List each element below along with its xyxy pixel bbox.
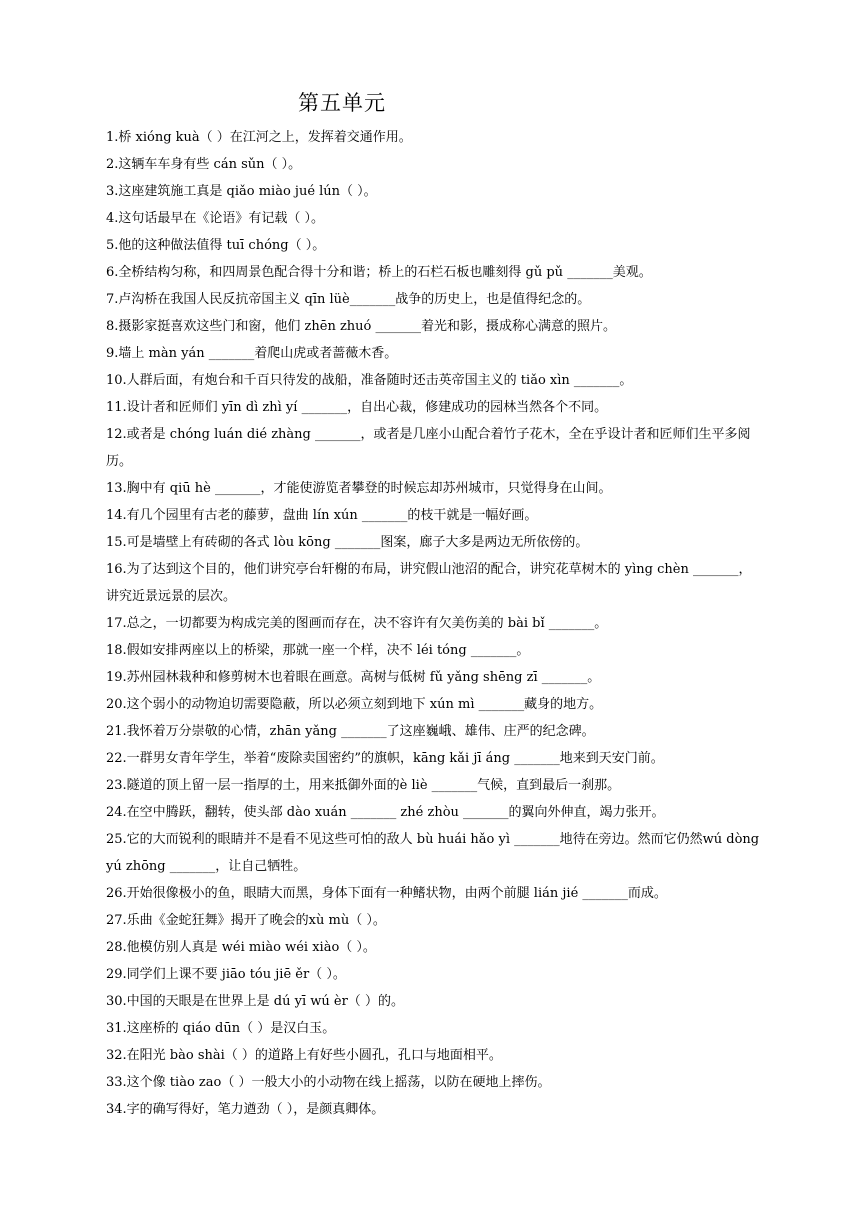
exercise-item-4: 4.这句话最早在《论语》有记载（ ）。 — [106, 211, 325, 226]
exercise-item-26: 26.开始很像极小的鱼，眼睛大而黑，身体下面有一种鳍状物，由两个前腿 lián jié _______而成。 — [106, 886, 667, 901]
exercise-item-19: 19.苏州园林栽种和修剪树木也着眼在画意。高树与低树 fǔ yǎng shēng zī _______。 — [106, 670, 601, 685]
exercise-item-1: 1.桥 xióng kuà（ ）在江河之上，发挥着交通作用。 — [106, 130, 412, 145]
exercise-item-30: 30.中国的天眼是在世界上是 dú yī wú èr（ ）的。 — [106, 994, 404, 1009]
exercise-item-2: 2.这辆车车身有些 cán sǔn（ ）。 — [106, 157, 302, 172]
exercise-item-5: 5.他的这种做法值得 tuī chóng（ ）。 — [106, 238, 326, 253]
exercise-item-27: 27.乐曲《金蛇狂舞》揭开了晚会的xù mù（ ）。 — [106, 913, 386, 928]
exercise-item-21: 21.我怀着万分崇敬的心情，zhān yǎng _______了这座巍峨、雄伟、庄严的纪念碑。 — [106, 724, 595, 739]
exercise-item-16: 16.为了达到这个目的，他们讲究亭台轩榭的布局，讲究假山池沼的配合，讲究花草树木的 yìng chèn _______，讲究近景远景的层次。 — [106, 562, 752, 604]
exercise-item-9: 9.墙上 màn yán _______着爬山虎或者蔷薇木香。 — [106, 346, 398, 361]
exercise-item-11: 11.设计者和匠师们 yīn dì zhì yí _______，自出心裁，修建成功的园林当然各个不同。 — [106, 400, 608, 415]
exercise-item-25: 25.它的大而锐利的眼睛并不是看不见这些可怕的敌人 bù huái hǎo yì _______地待在旁边。然而它仍然wú dòng yú zhōng _______，让自己牺牲。 — [106, 832, 760, 874]
exercise-item-20: 20.这个弱小的动物迫切需要隐蔽，所以必须立刻到地下 xún mì _______藏身的地方。 — [106, 697, 603, 712]
exercise-item-28: 28.他模仿别人真是 wéi miào wéi xiào（ ）。 — [106, 940, 376, 955]
exercise-list — [106, 124, 764, 1123]
exercise-item-31: 31.这座桥的 qiáo dūn（ ）是汉白玉。 — [106, 1021, 336, 1036]
exercise-item-14: 14.有几个园里有古老的藤萝，盘曲 lín xún _______的枝干就是一幅好画。 — [106, 508, 538, 523]
exercise-item-24: 24.在空中腾跃，翻转，使头部 dào xuán _______ zhé zhòu _______的翼向外伸直，竭力张开。 — [106, 805, 665, 820]
exercise-item-32: 32.在阳光 bào shài（ ）的道路上有好些小圆孔，孔口与地面相平。 — [106, 1048, 502, 1063]
page-title: 第五单元 — [298, 91, 386, 115]
exercise-item-12: 12.或者是 chóng luán dié zhàng _______，或者是几座小山配合着竹子花木，全在乎设计者和匠师们生平多阅历。 — [106, 427, 751, 469]
exercise-item-33: 33.这个像 tiào zao（ ）一般大小的小动物在线上摇荡，以防在硬地上摔伤。 — [106, 1075, 551, 1090]
exercise-item-7: 7.卢沟桥在我国人民反抗帝国主义 qīn lüè_______战争的历史上，也是值得纪念的。 — [106, 292, 591, 307]
exercise-item-6: 6.全桥结构匀称，和四周景色配合得十分和谐；桥上的石栏石板也雕刻得 gǔ pǔ _______美观。 — [106, 265, 652, 280]
exercise-item-23: 23.隧道的顶上留一层一指厚的土，用来抵御外面的è liè _______气候，直到最后一刹那。 — [106, 778, 621, 793]
exercise-item-34: 34.字的确写得好，笔力遒劲（ ），是颜真卿体。 — [106, 1102, 385, 1117]
exercise-item-15: 15.可是墙壁上有砖砌的各式 lòu kōng _______图案，廊子大多是两边无所依傍的。 — [106, 535, 589, 550]
exercise-item-8: 8.摄影家挺喜欢这些门和窗，他们 zhēn zhuó _______着光和影，摄成称心满意的照片。 — [106, 319, 617, 334]
exercise-item-3: 3.这座建筑施工真是 qiǎo miào jué lún（ ）。 — [106, 184, 377, 199]
exercise-item-13: 13.胸中有 qiū hè _______，才能使游览者攀登的时候忘却苏州城市，只觉得身在山间。 — [106, 481, 612, 496]
exercise-item-18: 18.假如安排两座以上的桥梁，那就一座一个样，决不 léi tóng _______。 — [106, 643, 530, 658]
exercise-item-22: 22.一群男女青年学生，举着“废除卖国密约”的旗帜，kāng kǎi jī áng _______地来到天安门前。 — [106, 751, 664, 766]
exercise-item-10: 10.人群后面，有炮台和千百只待发的战船，准备随时还击英帝国主义的 tiǎo xìn _______。 — [106, 373, 633, 388]
exercise-item-17: 17.总之，一切都要为构成完美的图画而存在，决不容许有欠美伤美的 bài bǐ _______。 — [106, 616, 608, 631]
exercise-item-29: 29.同学们上课不要 jiāo tóu jiē ěr（ ）。 — [106, 967, 346, 982]
